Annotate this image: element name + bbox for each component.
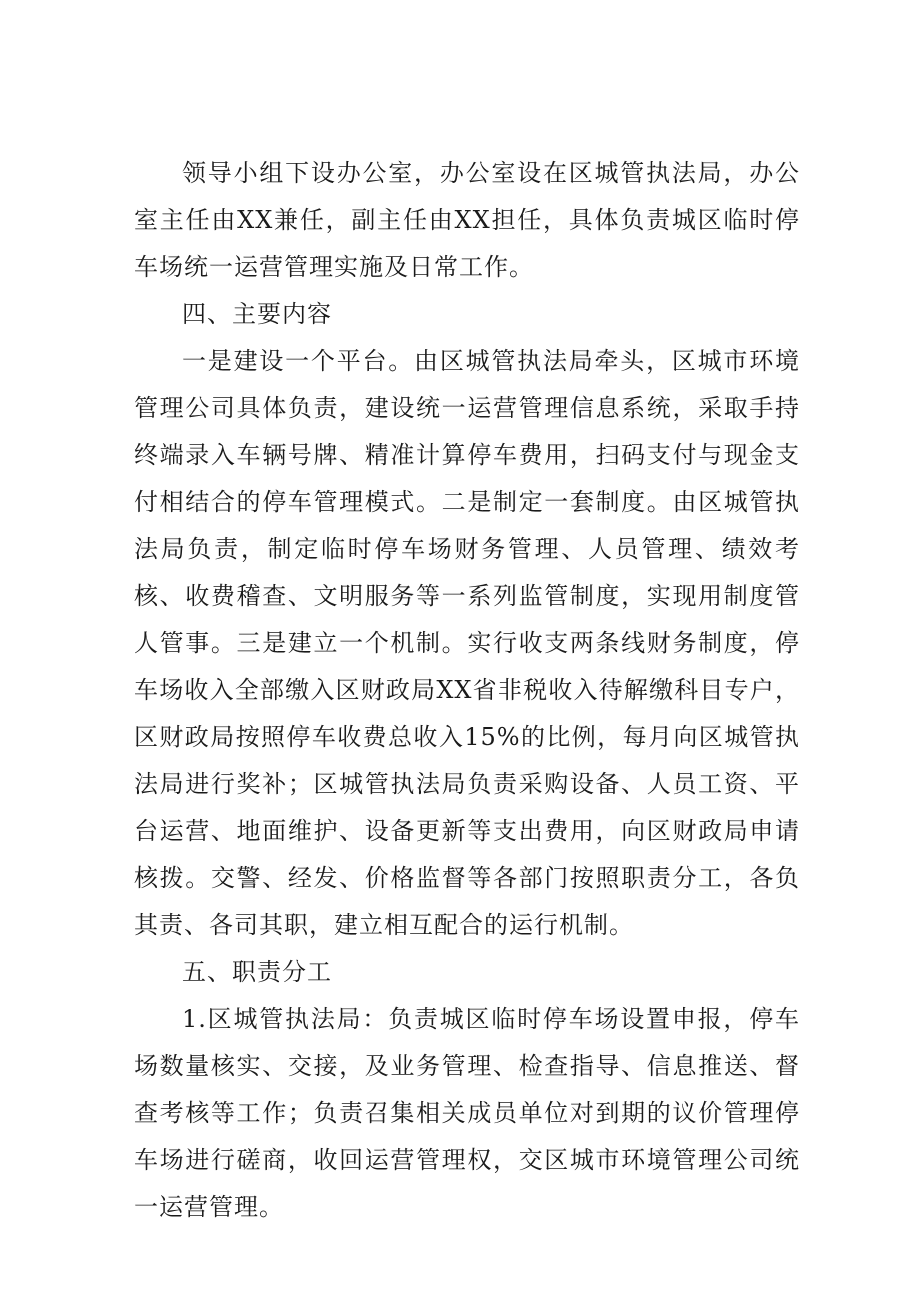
paragraph-office-setup: 领导小组下设办公室，办公室设在区城管执法局，办公室主任由XX兼任，副主任由XX担任，具体负责城区临时停车场统一运营管理实施及日常工作。	[134, 159, 800, 281]
heading-responsibilities: 五、职责分工	[182, 958, 332, 986]
paragraph-main-content: 一是建设一个平台。由区城管执法局牵头，区城市环境管理公司具体负责，建设统一运营管理信息系统，采取手持终端录入车辆号牌、精准计算停车费用，扫码支付与现金支付相结合的停车管理模式。二是制定一套制度。由区城管执法局负责，制定临时停车场财务管理、人员管理、绩效考核、收费稽查、文明服务等一系列监管制度，实现用制度管人管事。三是建立一个机制。实行收支两条线财务制度，停车场收入全部缴入区财政局XX省非税收入待解缴科目专户，区财政局按照停车收费总收入15%的比例，每月向区城管执法局进行奖补；区城管执法局负责采购设备、人员工资、平台运营、地面维护、设备更新等支出费用，向区财政局申请核拨。交警、经发、价格监督等各部门按照职责分工，各负其责、各司其职，建立相互配合的运行机制。	[134, 347, 800, 939]
paragraph-enforcement-bureau-duties: 1.区城管执法局：负责城区临时停车场设置申报，停车场数量核实、交接，及业务管理、检查指导、信息推送、督查考核等工作；负责召集相关成员单位对到期的议价管理停车场进行磋商，收回运营管理权，交区城市环境管理公司统一运营管理。	[134, 1005, 800, 1221]
heading-main-content: 四、主要内容	[182, 300, 332, 328]
